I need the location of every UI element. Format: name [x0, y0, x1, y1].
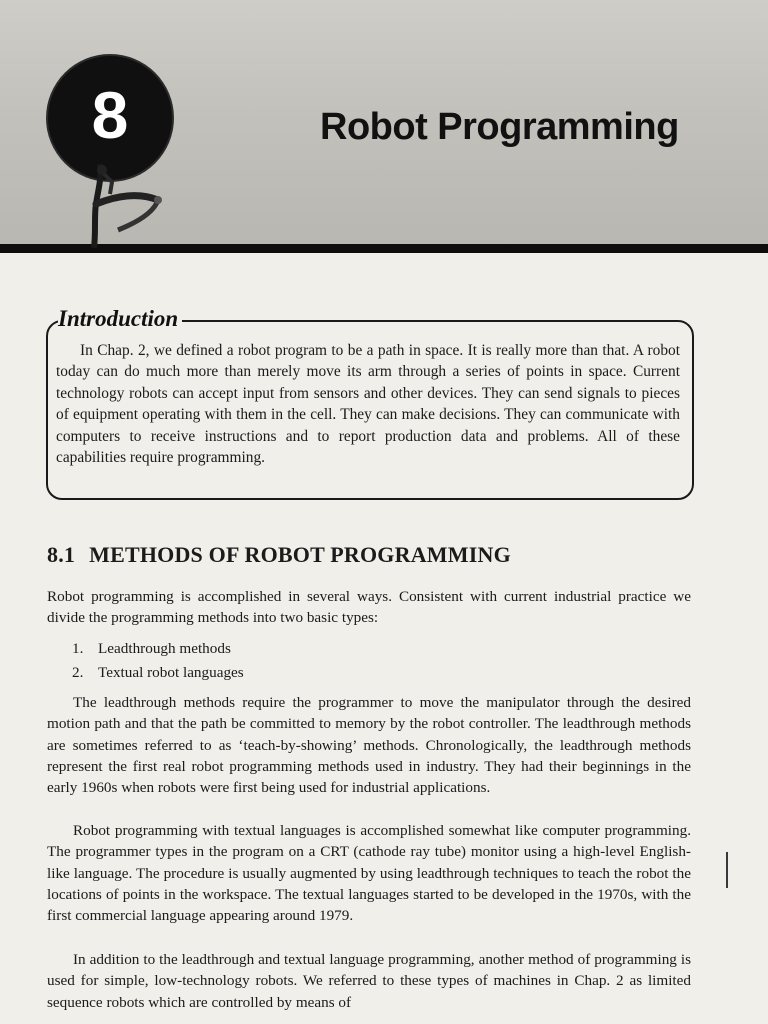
list-item [72, 637, 244, 661]
section-number: 8.1 [47, 542, 76, 567]
body-paragraph-1: Robot programming is accomplished in several ways. Consistent with current industrial practice we divide the programming methods into two basic types: [47, 588, 691, 627]
section-heading [47, 542, 687, 568]
chapter-number: 8 [91, 78, 129, 152]
body-paragraph-4: In addition to the leadthrough and textual language programming, another method of programming is used for simple, low-technology robots. We referred to these types of machines in Chap. 2 as limited sequence robots which are controlled by means of [47, 951, 691, 1011]
chapter-title: Robot Programming [320, 106, 679, 148]
intro-heading: Introduction [58, 306, 182, 332]
margin-mark [726, 852, 728, 888]
list-item-text: Textual robot languages [98, 664, 244, 681]
section-title: METHODS OF ROBOT PROGRAMMING [89, 542, 511, 567]
list-item-text: Leadthrough methods [98, 640, 231, 657]
intro-text: In Chap. 2, we defined a robot program to be a path in space. It is really more than that. A robot today can do much more than merely move its arm through a series of points in space. Current technology robots can accept input from sensors and other devices. They can send signals to pieces of equipment operating with them in the cell. They can make decisions. They can communicate with computers to receive instructions and to report production data and problems. All of these capabilities require programming. [56, 342, 680, 467]
methods-list [72, 637, 244, 685]
bleed-through-text [40, 12, 740, 30]
body-paragraph-3: Robot programming with textual languages is accomplished somewhat like computer programming. The programmer types in the program on a CRT (cathode ray tube) monitor using a high-level English-like language. The procedure is usually augmented by using leadthrough techniques to teach the robot the locations of points in the workspace. The textual languages started to be developed in the 1970s, with the first commercial language appearing around 1979. [47, 822, 691, 925]
body-paragraph-2: The leadthrough methods require the programmer to move the manipulator through the desired motion path and that the path be committed to memory by the robot controller. The leadthrough methods are sometimes referred to as ‘teach-by-showing’ methods. Chronologically, the leadthrough methods represent the first real robot programming methods used in industry. They had their beginnings in the early 1960s when robots were first being used for industrial applications. [47, 694, 691, 797]
list-item-number: 1. [72, 640, 84, 657]
robot-arm-icon [82, 160, 172, 250]
list-item [72, 661, 244, 685]
list-item-number: 2. [72, 664, 84, 681]
